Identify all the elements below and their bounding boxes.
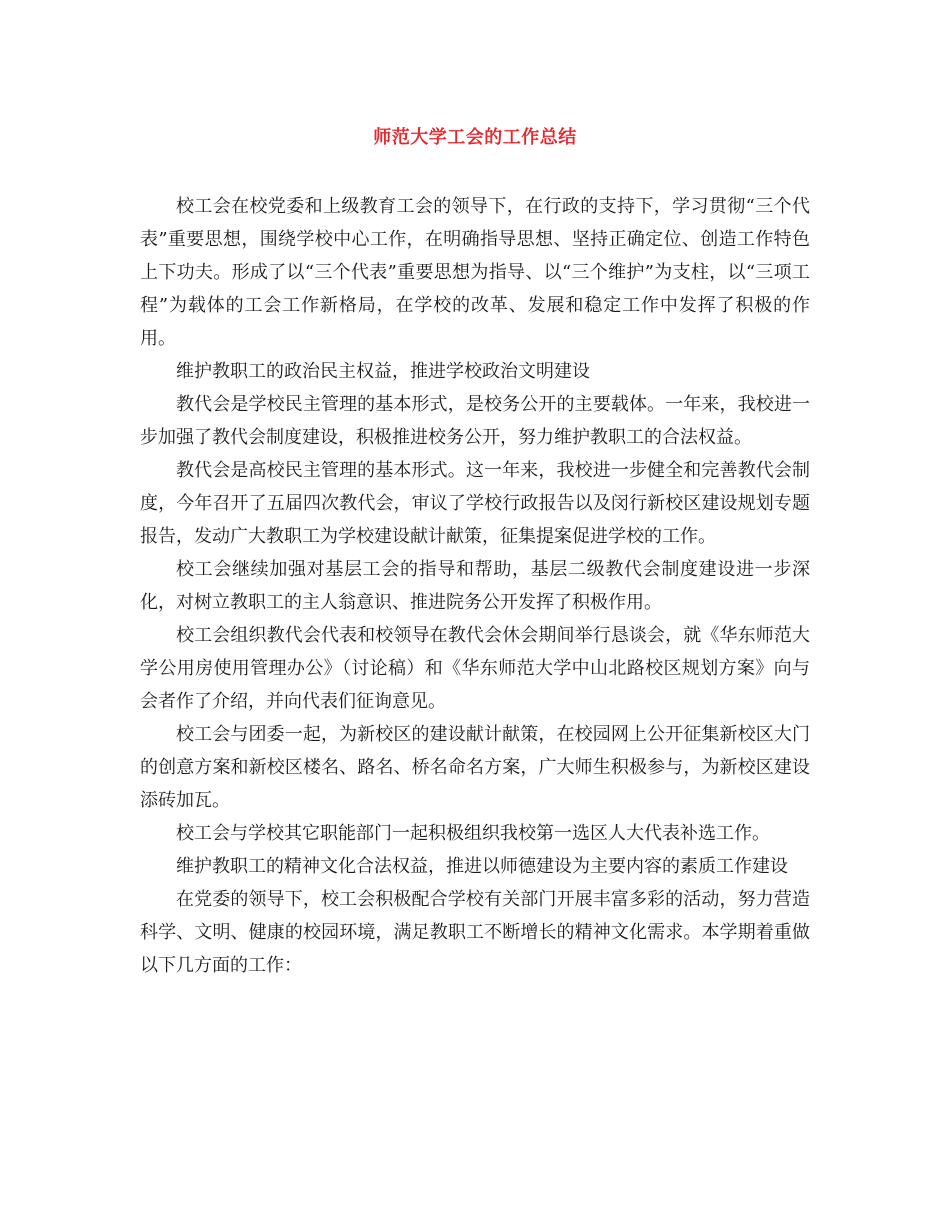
paragraph-new-campus: 校工会与团委一起，为新校区的建设献计献策，在校园网上公开征集新校区大门的创意方案和新校区楼名、路名、桥名命名方案，广大师生积极参与，为新校区建设添砖加瓦。	[140, 724, 810, 811]
paragraph-heading-political-rights: 维护教职工的政治民主权益，推进学校政治文明建设	[176, 361, 590, 382]
paragraph-staff-congress-system: 教代会是高校民主管理的基本形式。这一年来，我校进一步健全和完善教代会制度，今年召开了五届四次教代会，审议了学校行政报告以及闵行新校区建设规划专题报告，发动广大教职工为学校建设献计献策，征集提案促进学校的工作。	[140, 460, 810, 547]
document-body	[140, 190, 810, 982]
paragraph-heading-cultural-rights: 维护教职工的精神文化合法权益，推进以师德建设为主要内容的素质工作建设	[176, 856, 788, 877]
paragraph-staff-congress: 教代会是学校民主管理的基本形式，是校务公开的主要载体。一年来，我校进一步加强了教代会制度建设，积极推进校务公开，努力维护教职工的合法权益。	[140, 394, 810, 448]
document-title: 师范大学工会的工作总结	[373, 127, 577, 148]
paragraph-activities: 在党委的领导下，校工会积极配合学校有关部门开展丰富多彩的活动，努力营造科学、文明、健康的校园环境，满足教职工不断增长的精神文化需求。本学期着重做以下几方面的工作：	[140, 889, 810, 976]
paragraph-election: 校工会与学校其它职能部门一起积极组织我校第一选区人大代表补选工作。	[176, 823, 770, 844]
paragraph-grassroots-union: 校工会继续加强对基层工会的指导和帮助，基层二级教代会制度建设进一步深化，对树立教职工的主人翁意识、推进院务公开发挥了积极作用。	[140, 559, 810, 613]
paragraph-intro: 校工会在校党委和上级教育工会的领导下，在行政的支持下，学习贯彻“三个代表”重要思想，围绕学校中心工作，在明确指导思想、坚持正确定位、创造工作特色上下功夫。形成了以“三个代表”重要思想为指导、以“三个维护”为支柱，以“三项工程”为载体的工会工作新格局，在学校的改革、发展和稳定工作中发挥了积极的作用。	[140, 196, 810, 349]
paragraph-forum: 校工会组织教代会代表和校领导在教代会休会期间举行恳谈会，就《华东师范大学公用房使用管理办公》（讨论稿）和《华东师范大学中山北路校区规划方案》向与会者作了介绍，并向代表们征询意见。	[140, 625, 810, 712]
